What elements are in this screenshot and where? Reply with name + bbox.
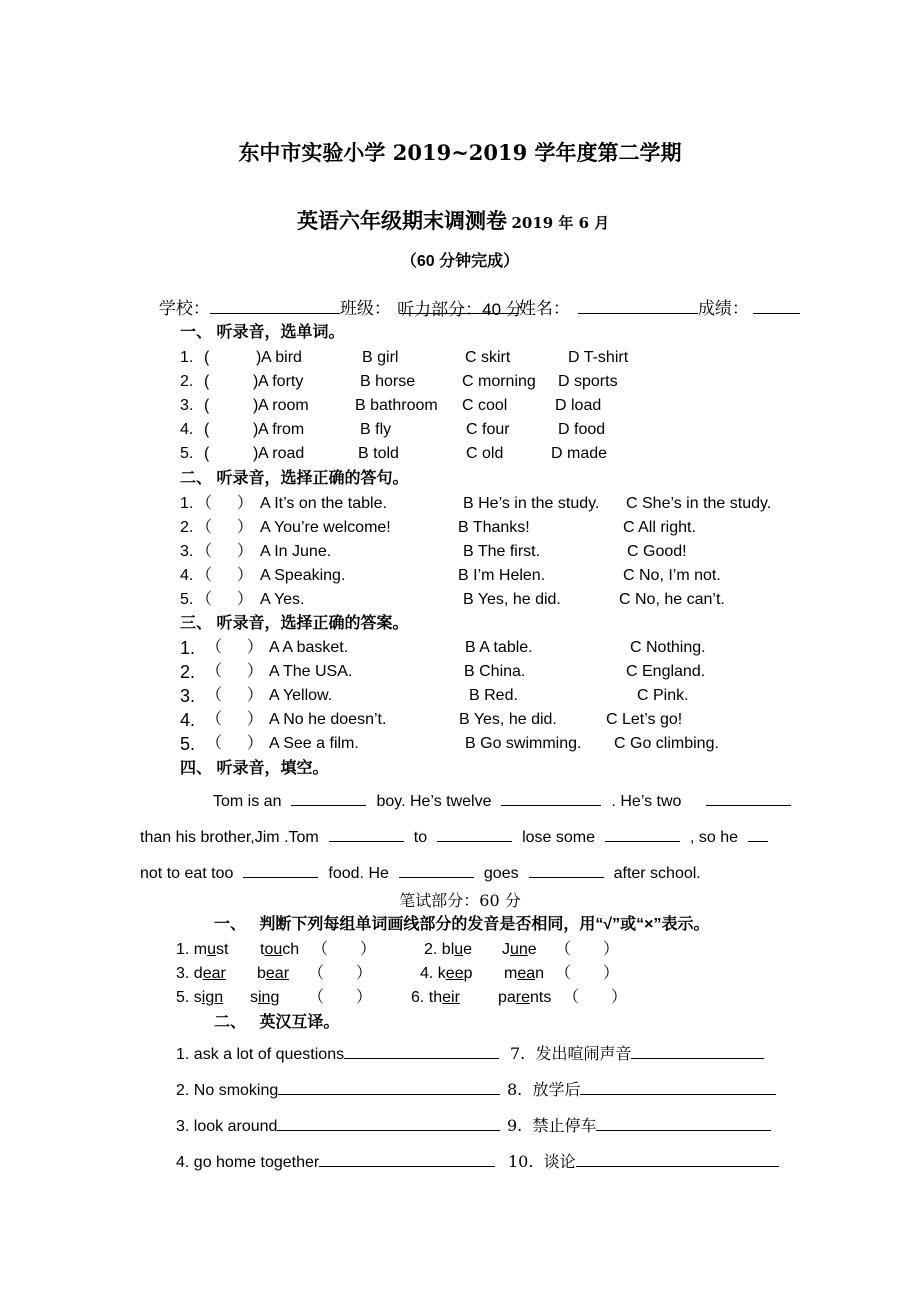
option: A room <box>258 397 309 414</box>
option: C Pink. <box>637 687 689 704</box>
question-number: 4. <box>180 710 196 730</box>
answer-paren-close: ) <box>253 445 259 462</box>
translation-item <box>508 1150 779 1173</box>
option: C skirt <box>465 349 511 366</box>
option: A bird <box>261 349 302 366</box>
answer-paren: （ ） <box>196 519 253 536</box>
word-item <box>176 964 226 984</box>
word-part: e <box>527 941 537 958</box>
question-number: 4. <box>180 421 194 438</box>
option: C four <box>466 421 510 438</box>
option: B China. <box>464 663 526 680</box>
question-number: 1. <box>180 495 194 512</box>
question-number: 1. <box>180 349 194 366</box>
option: B He’s in the study. <box>463 495 600 512</box>
word-part: ea <box>517 965 536 982</box>
school-label: 学校： <box>158 299 210 318</box>
word-part: nts <box>530 989 552 1006</box>
option: B Go swimming. <box>465 735 582 752</box>
translation-prompt: 7. 发出喧闹声音 <box>510 1044 632 1063</box>
translation-prompt: 8. 放学后 <box>507 1080 581 1099</box>
word-item <box>411 988 460 1008</box>
translation-item <box>507 1078 776 1101</box>
fill-in-blank[interactable] <box>329 825 404 842</box>
translation-item <box>510 1042 764 1065</box>
option: C Nothing. <box>630 639 706 656</box>
option: A In June. <box>260 543 332 560</box>
item-number: 1. <box>176 941 190 958</box>
word-part: ch <box>282 941 300 958</box>
word-item <box>176 940 228 960</box>
word-part: bl <box>441 941 455 958</box>
word-part: ign <box>201 989 224 1006</box>
option: D food <box>558 421 606 438</box>
word-part: re <box>515 989 531 1006</box>
fill-in-blank[interactable] <box>529 861 604 878</box>
option: B The first. <box>463 543 541 560</box>
answer-paren: ( <box>204 373 210 390</box>
exam-title: 东中市实验小学 2019~2019 学年度第二学期 <box>238 140 682 165</box>
word-part: J <box>502 941 510 958</box>
word-item <box>498 988 551 1008</box>
passage-text: than his brother,Jim .Tom <box>140 829 319 846</box>
item-number: 5. <box>176 989 190 1006</box>
item-number: 3. <box>176 965 190 982</box>
answer-paren: （ ） <box>206 711 263 728</box>
fill-in-line <box>140 861 701 884</box>
answer-blank[interactable] <box>277 1114 500 1131</box>
option: B girl <box>362 349 399 366</box>
answer-paren: （ ） <box>206 663 263 680</box>
word-part: e <box>463 941 473 958</box>
option: B Red. <box>469 687 518 704</box>
option: B horse <box>360 373 416 390</box>
answer-paren: ( <box>204 397 210 414</box>
word-item <box>176 988 223 1008</box>
word-part: th <box>428 989 443 1006</box>
answer-blank[interactable] <box>319 1150 495 1167</box>
word-part: p <box>463 965 473 982</box>
word-part: t <box>260 941 265 958</box>
answer-paren: （ ） <box>196 495 253 512</box>
section-title: 四、 听录音，填空。 <box>180 760 329 777</box>
word-part: u <box>207 941 217 958</box>
question-number: 4. <box>180 567 194 584</box>
option: C old <box>466 445 504 462</box>
passage-text: not to eat too <box>140 865 234 882</box>
fill-in-blank[interactable] <box>291 789 366 806</box>
answer-blank[interactable] <box>576 1150 779 1167</box>
option: D sports <box>558 373 618 390</box>
answer-paren: （ ） <box>196 567 253 584</box>
word-part: m <box>504 965 518 982</box>
translation-prompt: 9. 禁止停车 <box>507 1116 597 1135</box>
translation-prompt: 4. go home together <box>176 1154 320 1171</box>
word-part: b <box>257 965 266 982</box>
question-number: 2. <box>180 662 196 682</box>
word-item <box>504 964 544 984</box>
fill-in-blank[interactable] <box>605 825 680 842</box>
answer-paren: （ ） <box>206 639 263 656</box>
translation-item <box>176 1150 495 1173</box>
score-label: 成绩： <box>697 299 749 318</box>
answer-paren: （ ） <box>196 591 253 608</box>
question-number: 3. <box>180 686 196 706</box>
translation-prompt: 2. No smoking <box>176 1082 279 1099</box>
option: C All right. <box>623 519 696 536</box>
option: D T-shirt <box>568 349 629 366</box>
option: D made <box>551 445 608 462</box>
option: C cool <box>462 397 508 414</box>
passage-text: after school. <box>613 865 701 882</box>
name-label: 姓名： <box>518 299 570 318</box>
section-title: 二、 听录音，选择正确的答句。 <box>180 470 409 487</box>
option: A road <box>258 445 305 462</box>
passage-text: to <box>413 829 428 846</box>
word-item <box>502 940 537 960</box>
passage-text: lose some <box>522 829 596 846</box>
word-part: ear <box>202 965 226 982</box>
passage-text: goes <box>483 865 519 882</box>
word-item <box>424 940 472 960</box>
word-part: s <box>193 989 202 1006</box>
option: A from <box>258 421 305 438</box>
fill-in-blank[interactable] <box>437 825 512 842</box>
answer-paren: （ ） <box>555 965 620 982</box>
option: A See a film. <box>269 735 359 752</box>
translation-prompt: 1. ask a lot of questions <box>176 1046 345 1063</box>
answer-paren: （ ） <box>308 989 373 1006</box>
section-title: 一、 听录音，选单词。 <box>180 324 345 341</box>
option: B Yes, he did. <box>463 591 561 608</box>
answer-blank[interactable] <box>596 1114 771 1131</box>
answer-paren: ( <box>204 421 210 438</box>
option: C Go climbing. <box>614 735 719 752</box>
option: A A basket. <box>269 639 349 656</box>
option: A Yellow. <box>269 687 333 704</box>
answer-paren: （ ） <box>308 965 373 982</box>
word-part: d <box>193 965 203 982</box>
answer-paren-close: ) <box>253 373 259 390</box>
option: B bathroom <box>355 397 438 414</box>
answer-paren-close: ) <box>253 397 259 414</box>
passage-text: food. He <box>328 865 389 882</box>
option: A No he doesn’t. <box>269 711 387 728</box>
question-number: 5. <box>180 445 194 462</box>
fill-in-blank[interactable] <box>399 861 474 878</box>
fill-in-line <box>213 789 791 812</box>
answer-paren: （ ） <box>563 989 628 1006</box>
option: A forty <box>258 373 304 390</box>
answer-paren: （ ） <box>206 735 263 752</box>
answer-blank[interactable] <box>278 1078 500 1095</box>
translation-item <box>507 1114 771 1137</box>
item-number: 4. <box>420 965 434 982</box>
answer-paren: （ ） <box>206 687 263 704</box>
answer-paren: ( <box>204 349 210 366</box>
word-part: ee <box>445 965 464 982</box>
option: A Yes. <box>260 591 305 608</box>
listening-heading: 听力部分：40 分 <box>397 300 523 319</box>
word-part: pa <box>498 989 516 1006</box>
question-number: 2. <box>180 373 194 390</box>
answer-paren: （ ） <box>196 543 253 560</box>
translation-prompt: 3. look around <box>176 1118 278 1135</box>
exam-duration: （60 分钟完成） <box>400 253 520 270</box>
option: C No, he can’t. <box>619 591 725 608</box>
answer-paren-close: ) <box>253 421 259 438</box>
option: C Let’s go! <box>606 711 683 728</box>
option: B Thanks! <box>458 519 530 536</box>
option: C England. <box>626 663 706 680</box>
fill-in-line <box>140 825 768 848</box>
translation-item <box>176 1078 500 1101</box>
word-part: m <box>193 941 208 958</box>
option: A The USA. <box>269 663 353 680</box>
option: B Yes, he did. <box>459 711 557 728</box>
option: A It’s on the table. <box>260 495 387 512</box>
word-part: st <box>216 941 229 958</box>
word-part: un <box>510 941 528 958</box>
option: D load <box>555 397 602 414</box>
word-part: ear <box>265 965 290 982</box>
question-number: 3. <box>180 397 194 414</box>
answer-paren-close: ) <box>256 349 262 366</box>
option: B fly <box>360 421 392 438</box>
word-item <box>250 988 279 1008</box>
word-item <box>260 940 299 960</box>
answer-paren: （ ） <box>312 941 377 958</box>
option: A You’re welcome! <box>260 519 391 536</box>
question-number: 5. <box>180 734 196 754</box>
exam-date: 2019 年 6 月 <box>511 214 610 232</box>
answer-blank[interactable] <box>344 1042 499 1059</box>
option: C She’s in the study. <box>626 495 772 512</box>
class-label: 班级： <box>339 299 391 318</box>
item-number: 2. <box>424 941 438 958</box>
exam-subtitle-row <box>297 208 610 234</box>
word-part: ing <box>258 989 280 1006</box>
item-number: 6. <box>411 989 425 1006</box>
passage-text: boy. He’s twelve <box>376 793 492 810</box>
fill-in-blank[interactable] <box>748 825 768 842</box>
writing-heading: 笔试部分：60 分 <box>399 891 521 910</box>
passage-text: . He’s two <box>611 793 682 810</box>
option: B I’m Helen. <box>458 567 546 584</box>
option: A Speaking. <box>260 567 346 584</box>
exam-subtitle: 英语六年级期末调测卷 <box>297 208 507 233</box>
word-part: ou <box>264 941 283 958</box>
section-title: 一、 判断下列每组单词画线部分的发音是否相同，用“√”或“×”表示。 <box>214 916 710 933</box>
section-title: 二、 英汉互译。 <box>214 1014 340 1031</box>
fill-in-blank[interactable] <box>706 789 791 806</box>
word-part: u <box>454 941 464 958</box>
question-number: 5. <box>180 591 194 608</box>
translation-item <box>176 1042 499 1065</box>
fill-in-blank[interactable] <box>243 861 318 878</box>
fill-in-blank[interactable] <box>501 789 601 806</box>
option: C morning <box>462 373 536 390</box>
option: C Good! <box>627 543 687 560</box>
answer-paren: ( <box>204 445 210 462</box>
word-part: eir <box>442 989 460 1006</box>
translation-prompt: 10. 谈论 <box>508 1152 576 1171</box>
answer-blank[interactable] <box>631 1042 764 1059</box>
answer-paren: （ ） <box>555 941 620 958</box>
word-part: k <box>437 965 446 982</box>
passage-text: Tom is an <box>213 793 282 810</box>
answer-blank[interactable] <box>580 1078 776 1095</box>
option: B told <box>358 445 399 462</box>
question-number: 3. <box>180 543 194 560</box>
word-part: s <box>250 989 258 1006</box>
question-number: 1. <box>180 638 196 658</box>
passage-text: , so he <box>690 829 739 846</box>
option: C No, I’m not. <box>623 567 721 584</box>
word-part: n <box>535 965 545 982</box>
question-number: 2. <box>180 519 194 536</box>
word-item <box>257 964 289 984</box>
section-title: 三、 听录音，选择正确的答案。 <box>180 615 409 632</box>
word-item <box>420 964 473 984</box>
translation-item <box>176 1114 500 1137</box>
option: B A table. <box>465 639 533 656</box>
